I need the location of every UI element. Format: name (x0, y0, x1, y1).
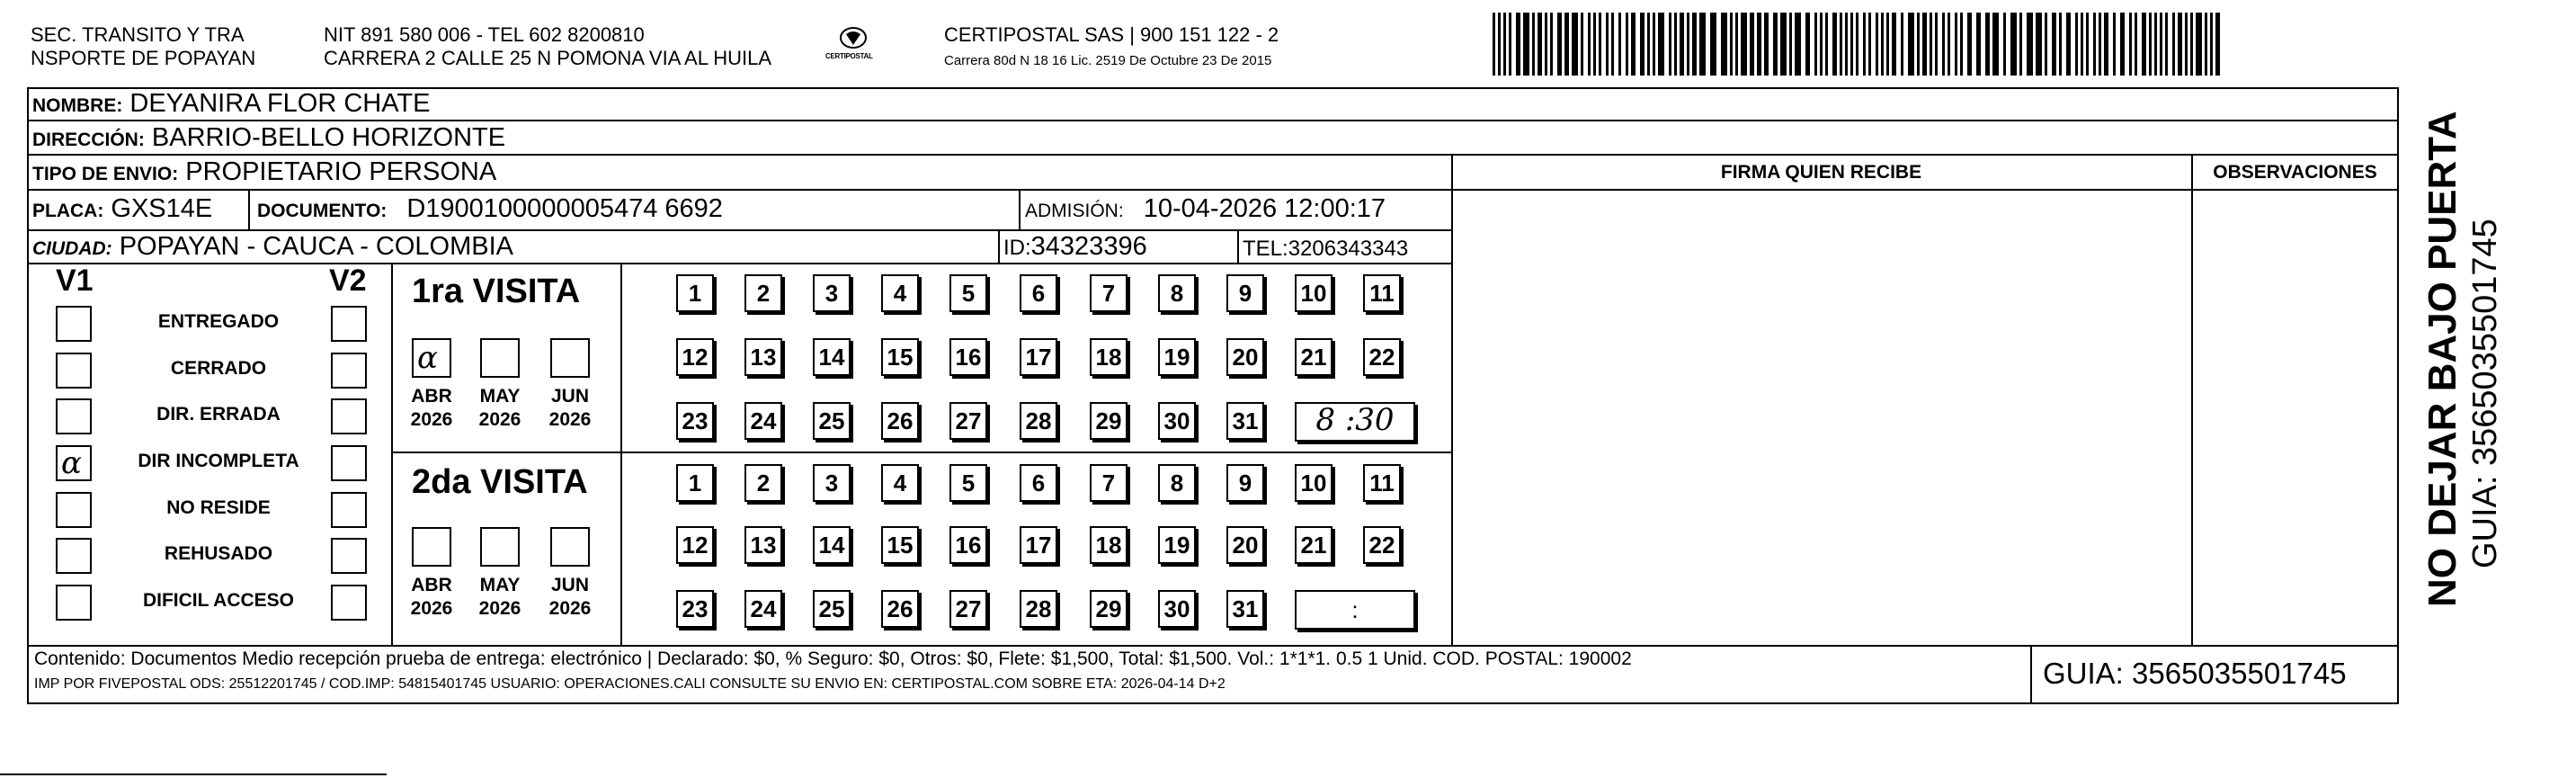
status-label-0: ENTREGADO (157, 311, 280, 332)
nombre-label: NOMBRE: (32, 95, 123, 116)
visit2-day-21[interactable]: 21 (1295, 526, 1333, 564)
barcode-bar (1850, 13, 1853, 76)
barcode-bar (1532, 13, 1535, 76)
visit2-day-27[interactable]: 27 (949, 590, 987, 628)
visit1-day-25[interactable]: 25 (813, 402, 851, 440)
barcode-bar (1955, 13, 1957, 76)
visit1-day-6[interactable]: 6 (1020, 274, 1057, 312)
status-label-6: DIFICIL ACCESO (142, 590, 294, 611)
ciudad-value: POPAYAN - CAUCA - COLOMBIA (119, 232, 514, 261)
courier-name: CERTIPOSTAL SAS | 900 151 122 - 2 (944, 23, 1279, 46)
barcode-bar (2045, 13, 2047, 76)
barcode-bar (2178, 13, 2182, 76)
barcode-bar (2059, 13, 2062, 76)
documento-cell (257, 193, 723, 227)
barcode-bar (1820, 13, 1823, 76)
nombre-value: DEYANIRA FLOR CHATE (129, 89, 431, 118)
barcode-bar (2172, 13, 2175, 76)
barcode-bar (1942, 13, 1945, 76)
barcode-bar (1764, 13, 1769, 76)
visit1-month-box-1[interactable] (480, 338, 520, 378)
barcode-bar (2052, 13, 2056, 76)
barcode-bar (1611, 13, 1614, 76)
barcode-bar (1647, 13, 1650, 76)
tipo-label: TIPO DE ENVIO: (32, 164, 179, 184)
status-v1-checkbox[interactable] (56, 353, 92, 389)
visit1-day-11[interactable]: 11 (1363, 274, 1401, 312)
barcode-bar (1498, 13, 1501, 76)
barcode-bar (1750, 13, 1754, 76)
admision-cell (1025, 193, 1386, 227)
barcode-bar (1631, 13, 1636, 76)
status-label-5: REHUSADO (164, 543, 273, 564)
visit2-month-label-1: MAY (479, 575, 521, 595)
barcode-bar (1593, 13, 1596, 76)
visit2-day-11[interactable]: 11 (1363, 464, 1401, 502)
side-warning: NO DEJAR BAJO PUERTA (2420, 111, 2465, 607)
visit1-day-13[interactable]: 13 (744, 338, 782, 376)
visit1-month-mark: α (417, 340, 438, 376)
barcode-bar (1948, 13, 1950, 76)
visit1-month-label-0: ABR (411, 386, 452, 407)
barcode-bar (1832, 13, 1837, 76)
visit2-day-8[interactable]: 8 (1158, 464, 1196, 502)
barcode-bar (1516, 13, 1520, 76)
status-v2-checkbox[interactable] (331, 306, 367, 342)
barcode-bar (1845, 13, 1848, 76)
status-label-4: NO RESIDE (166, 497, 271, 518)
visit1-time-value: 8 :30 (1315, 402, 1395, 438)
visit1-day-15[interactable]: 15 (881, 338, 919, 376)
documento-label: DOCUMENTO: (257, 201, 388, 221)
barcode-bar (1856, 13, 1858, 76)
barcode-bar (1935, 13, 1938, 76)
footer-guia: GUIA: 3565035501745 (2043, 657, 2347, 690)
visit2-month-year-1: 2026 (478, 598, 521, 619)
visit2-day-6[interactable]: 6 (1020, 464, 1057, 502)
visit2-day-14[interactable]: 14 (813, 526, 851, 564)
visit2-month-box-1[interactable] (480, 527, 520, 567)
barcode-bar (1789, 13, 1792, 76)
barcode-bar (1795, 13, 1801, 76)
barcode-bar (1930, 13, 1932, 76)
visit1-day-4[interactable]: 4 (881, 274, 919, 312)
barcode-bar (1863, 13, 1866, 76)
visit2-day-28[interactable]: 28 (1020, 590, 1057, 628)
barcode (1493, 13, 2221, 76)
barcode-bar (2165, 13, 2168, 76)
observaciones-header: OBSERVACIONES (2213, 162, 2377, 183)
visit2-month-year-0: 2026 (410, 598, 453, 619)
barcode-bar (2066, 13, 2071, 76)
barcode-bar (2027, 13, 2033, 76)
visit2-time[interactable] (1295, 590, 1415, 630)
sender-name (31, 23, 255, 70)
visit2-time-value: : (1351, 596, 1359, 623)
visit2-day-3[interactable]: 3 (813, 464, 851, 502)
barcode-bar (1699, 13, 1706, 76)
visit2-day-16[interactable]: 16 (949, 526, 987, 564)
visit2-month-label-2: JUN (550, 575, 589, 595)
barcode-bar (1538, 13, 1542, 76)
barcode-bar (2120, 13, 2125, 76)
visit2-day-29[interactable]: 29 (1090, 590, 1128, 628)
visit1-day-20[interactable]: 20 (1226, 338, 1264, 376)
placa-cell (32, 193, 212, 227)
logo-text: CERTIPOSTAL (825, 52, 873, 60)
status-v1-checkbox[interactable] (56, 398, 92, 434)
barcode-bar (2142, 13, 2146, 76)
visit2-day-18[interactable]: 18 (1090, 526, 1128, 564)
visit2-day-5[interactable]: 5 (949, 464, 987, 502)
tel-value: 3206343343 (1288, 237, 1409, 261)
status-v1-checkbox[interactable] (56, 538, 92, 574)
visit1-month-label-2: JUN (550, 386, 589, 407)
barcode-bar (2036, 13, 2042, 76)
barcode-bar (1572, 13, 1578, 76)
barcode-bar (1881, 13, 1884, 76)
barcode-bar (1901, 13, 1903, 76)
ciudad-cell (32, 231, 513, 264)
sender-line-2: NSPORTE DE POPAYAN (31, 47, 256, 69)
status-v2-checkbox[interactable] (331, 585, 367, 621)
barcode-bar (2215, 13, 2220, 76)
id-cell (1003, 231, 1147, 264)
visit2-day-10[interactable]: 10 (1295, 464, 1333, 502)
barcode-bar (2135, 13, 2137, 76)
barcode-bar (1545, 13, 1547, 76)
barcode-bar (1503, 13, 1506, 76)
barcode-bar (1908, 13, 1914, 76)
barcode-bar (1825, 13, 1828, 76)
barcode-bar (2154, 13, 2157, 76)
barcode-bar (1735, 13, 1738, 76)
visit2-day-7[interactable]: 7 (1090, 464, 1128, 502)
barcode-bar (1721, 13, 1727, 76)
visit1-day-30[interactable]: 30 (1158, 402, 1196, 440)
status-label-1: CERRADO (170, 358, 267, 379)
visit2-month-label-0: ABR (411, 575, 452, 595)
barcode-bar (1618, 13, 1621, 76)
visit1-month-year-1: 2026 (478, 409, 521, 430)
barcode-bar (1741, 13, 1747, 76)
barcode-bar (1868, 13, 1871, 76)
visit1-day-27[interactable]: 27 (949, 402, 987, 440)
visit1-day-16[interactable]: 16 (949, 338, 987, 376)
status-v2-checkbox[interactable] (331, 353, 367, 389)
id-label: ID: (1003, 236, 1031, 260)
barcode-bar (1773, 13, 1778, 76)
visit2-day-1[interactable]: 1 (676, 464, 714, 502)
visit1-day-17[interactable]: 17 (1020, 338, 1057, 376)
tipo-value: PROPIETARIO PERSONA (185, 157, 497, 186)
visit2-day-26[interactable]: 26 (881, 590, 919, 628)
status-v2-checkbox[interactable] (331, 398, 367, 434)
barcode-bar (2075, 13, 2078, 76)
barcode-bar (1992, 13, 1999, 76)
visit1-day-28[interactable]: 28 (1020, 402, 1057, 440)
visit1-day-7[interactable]: 7 (1090, 274, 1128, 312)
visit1-day-23[interactable]: 23 (676, 402, 714, 440)
visit1-day-14[interactable]: 14 (813, 338, 851, 376)
barcode-bar (1892, 13, 1896, 76)
admision-value: 10-04-2026 12:00:17 (1143, 194, 1386, 223)
barcode-bar (1780, 13, 1787, 76)
visit1-month-label-1: MAY (479, 386, 521, 407)
visit1-month-year-2: 2026 (548, 409, 592, 430)
status-v1-checkbox[interactable] (56, 492, 92, 528)
visit2-day-15[interactable]: 15 (881, 526, 919, 564)
barcode-bar (1814, 13, 1817, 76)
barcode-bar (1658, 13, 1664, 76)
placa-label: PLACA: (32, 201, 104, 221)
status-label-3: DIR INCOMPLETA (138, 451, 299, 471)
visit2-day-19[interactable]: 19 (1158, 526, 1196, 564)
barcode-bar (2190, 13, 2193, 76)
barcode-bar (2099, 13, 2101, 76)
barcode-bar (2003, 13, 2006, 76)
barcode-bar (1960, 13, 1963, 76)
visit2-day-13[interactable]: 13 (744, 526, 782, 564)
barcode-bar (1606, 13, 1609, 76)
barcode-bar (1509, 13, 1511, 76)
ciudad-label: CIUDAD: (32, 238, 112, 259)
visit1-day-29[interactable]: 29 (1090, 402, 1128, 440)
sender-address: CARRERA 2 CALLE 25 N POMONA VIA AL HUILA (324, 47, 772, 69)
barcode-bar (1564, 13, 1569, 76)
visit1-day-31[interactable]: 31 (1226, 402, 1264, 440)
barcode-bar (2104, 13, 2108, 76)
visit1-day-21[interactable]: 21 (1295, 338, 1333, 376)
direccion-value: BARRIO-BELLO HORIZONTE (151, 123, 506, 152)
visit2-day-23[interactable]: 23 (676, 590, 714, 628)
status-label-2: DIR. ERRADA (156, 404, 281, 425)
visit1-day-12[interactable]: 12 (676, 338, 714, 376)
barcode-bar (1674, 13, 1677, 76)
status-v1-checkbox[interactable] (56, 445, 92, 481)
side-guia: GUIA: 3565035501745 (2466, 219, 2504, 568)
barcode-bar (2210, 13, 2213, 76)
visit2-day-17[interactable]: 17 (1020, 526, 1057, 564)
barcode-bar (1493, 13, 1495, 76)
visit2-day-31[interactable]: 31 (1226, 590, 1264, 628)
direccion-label: DIRECCIÓN: (32, 130, 145, 150)
firma-header: FIRMA QUIEN RECIBE (1720, 162, 1922, 183)
status-v1-checkbox[interactable] (56, 306, 92, 342)
direccion-row (32, 122, 505, 156)
sender-nit: NIT 891 580 006 - TEL 602 8200810 (324, 23, 645, 46)
barcode-bar (1687, 13, 1689, 76)
visit2-day-20[interactable]: 20 (1226, 526, 1264, 564)
barcode-bar (1523, 13, 1529, 76)
visit2-title: 2da VISITA (412, 463, 588, 501)
tear-line (0, 774, 387, 775)
id-value: 34323396 (1030, 232, 1147, 261)
certipostal-logo (825, 20, 876, 68)
visit2-day-25[interactable]: 25 (813, 590, 851, 628)
barcode-bar (2149, 13, 2152, 76)
footer-contents: Contenido: Documentos Medio recepción prueba de entrega: electrónico | Declarado: $0, % Seguro: $0, Otros: $0, Flete: $1,500, Total: $1,500. Vol.: 1*1*1. 0.5 1 Unid. COD. POSTAL: 190002 (34, 648, 1632, 669)
visit2-month-box-0[interactable] (412, 527, 451, 567)
footer-print-info: IMP POR FIVEPOSTAL ODS: 25512201745 / COD.IMP: 54815401745 USUARIO: OPERACIONES.CALI CONSULTE SU ENVIO EN: CERTIPOSTAL.COM SOBRE ETA: 2026-04-14 D+2 (34, 676, 1226, 692)
barcode-bar (1626, 13, 1628, 76)
visit1-day-8[interactable]: 8 (1158, 274, 1196, 312)
barcode-bar (2160, 13, 2162, 76)
visit2-day-4[interactable]: 4 (881, 464, 919, 502)
tel-cell (1243, 234, 1408, 264)
visit1-day-1[interactable]: 1 (676, 274, 714, 312)
barcode-bar (2093, 13, 2096, 76)
visit1-month-box-2[interactable] (550, 338, 590, 378)
barcode-bar (2113, 13, 2116, 76)
barcode-bar (1757, 13, 1761, 76)
admision-label: ADMISIÓN: (1025, 201, 1124, 221)
tipo-row (32, 156, 496, 190)
visit1-title: 1ra VISITA (412, 273, 581, 310)
tel-label: TEL: (1243, 237, 1288, 261)
sender-line-1: SEC. TRANSITO Y TRA (31, 23, 245, 46)
barcode-bar (1640, 13, 1645, 76)
barcode-bar (2086, 13, 2089, 76)
status-v1-mark: α (61, 445, 82, 481)
barcode-bar (2129, 13, 2132, 76)
status-v2-checkbox[interactable] (331, 445, 367, 481)
barcode-bar (1692, 13, 1697, 76)
barcode-bar (1886, 13, 1889, 76)
nombre-row (32, 88, 431, 121)
status-v1-checkbox[interactable] (56, 585, 92, 621)
barcode-bar (1581, 13, 1583, 76)
visit1-month-year-0: 2026 (410, 409, 453, 430)
sender-contact (324, 23, 771, 70)
barcode-bar (2010, 13, 2017, 76)
status-v2-checkbox[interactable] (331, 492, 367, 528)
visit2-day-9[interactable]: 9 (1226, 464, 1264, 502)
visit1-day-19[interactable]: 19 (1158, 338, 1196, 376)
courier-address: Carrera 80d N 18 16 Lic. 2519 De Octubre 23 De 2015 (944, 53, 1272, 68)
barcode-bar (2081, 13, 2083, 76)
visit1-day-24[interactable]: 24 (744, 402, 782, 440)
barcode-bar (1922, 13, 1927, 76)
visit2-day-30[interactable]: 30 (1158, 590, 1196, 628)
barcode-bar (1588, 13, 1591, 76)
barcode-bar (2205, 13, 2207, 76)
barcode-bar (1985, 13, 1990, 76)
visit1-day-2[interactable]: 2 (744, 274, 782, 312)
status-v2-checkbox[interactable] (331, 538, 367, 574)
barcode-bar (1976, 13, 1981, 76)
v1-header: V1 (56, 264, 94, 298)
visit1-time[interactable] (1295, 402, 1415, 442)
barcode-bar (1653, 13, 1655, 76)
barcode-bar (1967, 13, 1972, 76)
barcode-bar (1840, 13, 1842, 76)
visit1-day-5[interactable]: 5 (949, 274, 987, 312)
placa-value: GXS14E (111, 194, 213, 223)
barcode-bar (1550, 13, 1553, 76)
v2-header: V2 (329, 264, 367, 298)
visit1-day-3[interactable]: 3 (813, 274, 851, 312)
barcode-bar (1876, 13, 1878, 76)
visit1-day-9[interactable]: 9 (1226, 274, 1264, 312)
visit2-day-12[interactable]: 12 (676, 526, 714, 564)
visit1-day-22[interactable]: 22 (1363, 338, 1401, 376)
barcode-bar (1680, 13, 1684, 76)
visit2-day-24[interactable]: 24 (744, 590, 782, 628)
visit1-month-box-0[interactable] (412, 338, 451, 378)
visit1-day-18[interactable]: 18 (1090, 338, 1128, 376)
barcode-bar (2185, 13, 2188, 76)
barcode-bar (1599, 13, 1601, 76)
barcode-bar (1730, 13, 1733, 76)
barcode-bar (1917, 13, 1920, 76)
barcode-bar (1557, 13, 1562, 76)
barcode-bar (1710, 13, 1716, 76)
visit2-day-22[interactable]: 22 (1363, 526, 1401, 564)
barcode-bar (2196, 13, 2202, 76)
barcode-bar (1805, 13, 1810, 76)
barcode-bar (2019, 13, 2022, 76)
documento-value: D1900100000005474 6692 (406, 194, 723, 223)
visit2-month-box-2[interactable] (550, 527, 590, 567)
barcode-bar (1669, 13, 1671, 76)
visit2-month-year-2: 2026 (548, 598, 592, 619)
visit1-day-10[interactable]: 10 (1295, 274, 1333, 312)
visit2-day-2[interactable]: 2 (744, 464, 782, 502)
visit1-day-26[interactable]: 26 (881, 402, 919, 440)
